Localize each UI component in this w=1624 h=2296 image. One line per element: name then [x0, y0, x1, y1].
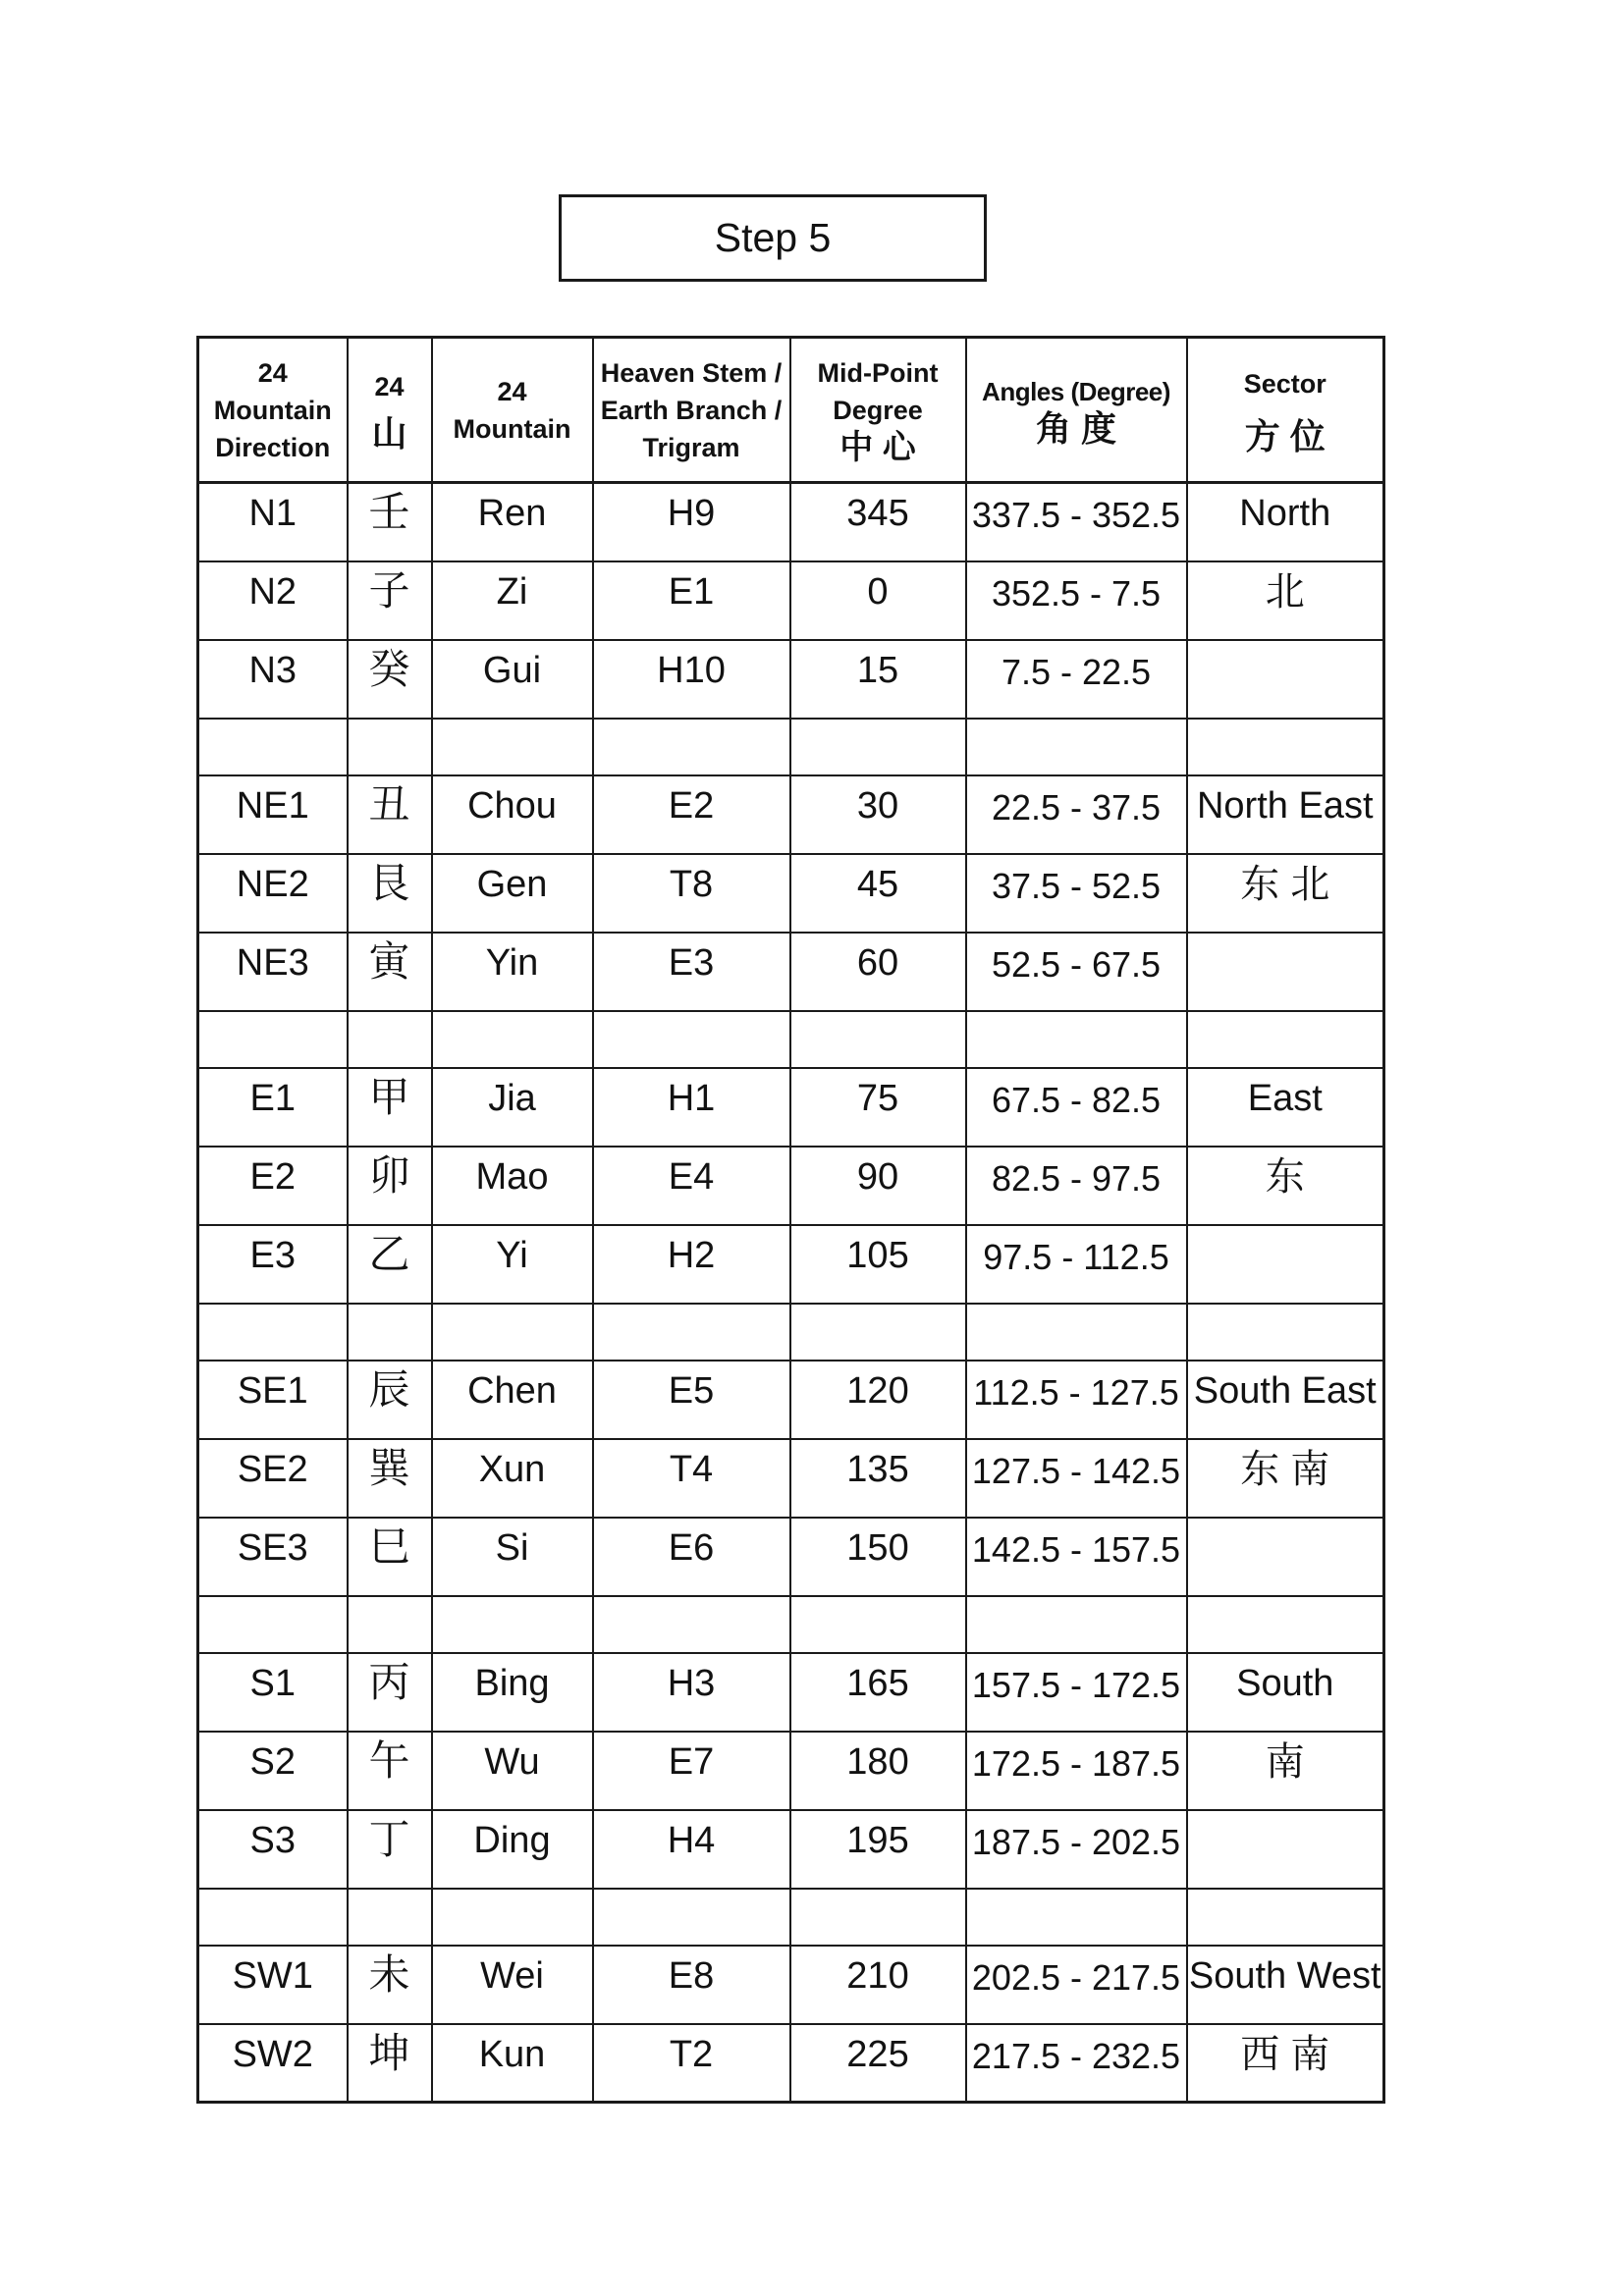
header-cell-heaven-stem-earth-branch-trigram — [593, 338, 790, 483]
table-cell: 37.5 - 52.5 — [966, 854, 1187, 933]
table-cell — [1187, 719, 1384, 775]
table-cell — [593, 719, 790, 775]
table-cell — [1187, 1225, 1384, 1304]
table-cell — [432, 1011, 593, 1068]
table-cell: T4 — [593, 1439, 790, 1518]
table-cell: E3 — [198, 1225, 348, 1304]
header-cell-angles-degree — [966, 338, 1187, 483]
table-cell: 97.5 - 112.5 — [966, 1225, 1187, 1304]
header-line-chinese: 角 度 — [1035, 407, 1116, 449]
table-row — [198, 1653, 1384, 1732]
table-cell: E7 — [593, 1732, 790, 1810]
table-cell — [966, 1011, 1187, 1068]
table-cell: 南 — [1187, 1732, 1384, 1810]
table-cell: H1 — [593, 1068, 790, 1147]
table-cell: E1 — [593, 561, 790, 640]
table-cell: 172.5 - 187.5 — [966, 1732, 1187, 1810]
table-cell: 东 — [1187, 1147, 1384, 1225]
table-row — [198, 1361, 1384, 1439]
table-cell — [198, 1889, 348, 1946]
table-cell: E8 — [593, 1946, 790, 2024]
table-cell: 202.5 - 217.5 — [966, 1946, 1187, 2024]
table-row — [198, 2024, 1384, 2103]
table-cell: H9 — [593, 483, 790, 561]
table-cell: 75 — [790, 1068, 966, 1147]
step-box — [559, 194, 987, 282]
header-line: Sector — [1243, 368, 1326, 399]
table-cell: South — [1187, 1653, 1384, 1732]
table-cell — [1187, 1304, 1384, 1361]
table-cell: 丑 — [348, 775, 432, 854]
table-cell: North — [1187, 483, 1384, 561]
table-cell: N2 — [198, 561, 348, 640]
table-cell — [593, 1596, 790, 1653]
table-cell: 180 — [790, 1732, 966, 1810]
table-row — [198, 1147, 1384, 1225]
table-cell: SE3 — [198, 1518, 348, 1596]
table-cell: Yi — [432, 1225, 593, 1304]
table-cell — [348, 1011, 432, 1068]
table-cell: 105 — [790, 1225, 966, 1304]
table-row — [198, 1810, 1384, 1889]
table-cell — [1187, 1518, 1384, 1596]
table-row — [198, 1946, 1384, 2024]
table-cell: 辰 — [348, 1361, 432, 1439]
table-cell — [790, 1889, 966, 1946]
table-cell: South East — [1187, 1361, 1384, 1439]
table-cell — [593, 1011, 790, 1068]
table-cell: 165 — [790, 1653, 966, 1732]
table-cell: 120 — [790, 1361, 966, 1439]
table-cell: 0 — [790, 561, 966, 640]
table-cell: 187.5 - 202.5 — [966, 1810, 1187, 1889]
table-cell: 北 — [1187, 561, 1384, 640]
table-cell: Yin — [432, 933, 593, 1011]
table-cell: 艮 — [348, 854, 432, 933]
table-cell — [1187, 1889, 1384, 1946]
table-cell — [593, 1304, 790, 1361]
table-cell: S3 — [198, 1810, 348, 1889]
table-cell: SE1 — [198, 1361, 348, 1439]
table-row — [198, 933, 1384, 1011]
table-cell: 345 — [790, 483, 966, 561]
table-cell — [1187, 1011, 1384, 1068]
table-cell: Jia — [432, 1068, 593, 1147]
table-cell: 30 — [790, 775, 966, 854]
table-cell: 22.5 - 37.5 — [966, 775, 1187, 854]
table-row — [198, 1518, 1384, 1596]
table-cell: Gui — [432, 640, 593, 719]
table-cell — [593, 1889, 790, 1946]
table-cell: 坤 — [348, 2024, 432, 2103]
table-cell: E2 — [593, 775, 790, 854]
step-label: Step 5 — [714, 215, 832, 260]
table-cell: 15 — [790, 640, 966, 719]
table-header — [198, 338, 1384, 483]
table-cell: Gen — [432, 854, 593, 933]
table-cell — [198, 719, 348, 775]
table-cell: E4 — [593, 1147, 790, 1225]
table-cell — [198, 1304, 348, 1361]
table-cell: South West — [1187, 1946, 1384, 2024]
table-cell — [790, 1011, 966, 1068]
table-cell — [348, 719, 432, 775]
table-cell: 60 — [790, 933, 966, 1011]
table-cell: Zi — [432, 561, 593, 640]
header-line: Mid-Point — [817, 357, 939, 388]
spacer-row — [198, 1304, 1384, 1361]
header-cell-mid-point-degree — [790, 338, 966, 483]
table-cell: S1 — [198, 1653, 348, 1732]
table-cell: 112.5 - 127.5 — [966, 1361, 1187, 1439]
table-row — [198, 1732, 1384, 1810]
table-cell — [198, 1011, 348, 1068]
table-cell: 225 — [790, 2024, 966, 2103]
table-cell: SW2 — [198, 2024, 348, 2103]
table-cell — [432, 1889, 593, 1946]
mountain-direction-table — [196, 336, 1385, 2104]
table-row — [198, 483, 1384, 561]
table-body — [198, 483, 1384, 2103]
table-cell: 东 北 — [1187, 854, 1384, 933]
table-cell — [348, 1304, 432, 1361]
header-line: Degree — [833, 395, 923, 425]
table-cell — [790, 719, 966, 775]
table-cell: 巳 — [348, 1518, 432, 1596]
table-header-row — [198, 338, 1384, 483]
table-cell: T2 — [593, 2024, 790, 2103]
table-cell: 甲 — [348, 1068, 432, 1147]
table-cell: E1 — [198, 1068, 348, 1147]
table-cell: NE1 — [198, 775, 348, 854]
table-cell: E2 — [198, 1147, 348, 1225]
table-cell: North East — [1187, 775, 1384, 854]
table-cell: T8 — [593, 854, 790, 933]
table-cell: E3 — [593, 933, 790, 1011]
spacer-row — [198, 719, 1384, 775]
table-cell: Ren — [432, 483, 593, 561]
table-cell: Wei — [432, 1946, 593, 2024]
header-line: Mountain — [453, 413, 571, 444]
table-cell: 142.5 - 157.5 — [966, 1518, 1187, 1596]
table-row — [198, 1439, 1384, 1518]
header-line: Heaven Stem / — [600, 357, 783, 388]
table-cell: 丙 — [348, 1653, 432, 1732]
table-row — [198, 775, 1384, 854]
header-line: Direction — [215, 432, 331, 462]
header-cell-24-mountain — [432, 338, 593, 483]
table-cell: N1 — [198, 483, 348, 561]
header-cell-24-mountain-direction — [198, 338, 348, 483]
table-cell: N3 — [198, 640, 348, 719]
table-cell: H10 — [593, 640, 790, 719]
table-cell: 127.5 - 142.5 — [966, 1439, 1187, 1518]
table-cell: 135 — [790, 1439, 966, 1518]
spacer-row — [198, 1011, 1384, 1068]
table-cell: Si — [432, 1518, 593, 1596]
table-cell: Bing — [432, 1653, 593, 1732]
table-cell: H2 — [593, 1225, 790, 1304]
table-cell: Kun — [432, 2024, 593, 2103]
table-cell: Chou — [432, 775, 593, 854]
table-cell — [966, 1596, 1187, 1653]
header-line-chinese: 中 心 — [839, 428, 916, 466]
table-cell: East — [1187, 1068, 1384, 1147]
table-cell: 东 南 — [1187, 1439, 1384, 1518]
table-cell: 癸 — [348, 640, 432, 719]
table-cell: NE2 — [198, 854, 348, 933]
table-cell: 卯 — [348, 1147, 432, 1225]
table-cell: 丁 — [348, 1810, 432, 1889]
table-cell: NE3 — [198, 933, 348, 1011]
table-cell: Wu — [432, 1732, 593, 1810]
table-cell — [1187, 1810, 1384, 1889]
header-line: 24 — [257, 357, 288, 388]
table-cell: 210 — [790, 1946, 966, 2024]
table-cell — [432, 1304, 593, 1361]
table-cell — [348, 1889, 432, 1946]
table-row — [198, 1225, 1384, 1304]
table-cell: 巽 — [348, 1439, 432, 1518]
table-cell: 67.5 - 82.5 — [966, 1068, 1187, 1147]
table-cell: E6 — [593, 1518, 790, 1596]
table-cell — [1187, 933, 1384, 1011]
table-cell: 乙 — [348, 1225, 432, 1304]
table-cell: H3 — [593, 1653, 790, 1732]
table-row — [198, 640, 1384, 719]
table-cell: 午 — [348, 1732, 432, 1810]
header-line: Mountain — [213, 395, 332, 425]
header-cell-24-mountain-chinese — [348, 338, 432, 483]
table-cell — [966, 1889, 1187, 1946]
table-cell: 337.5 - 352.5 — [966, 483, 1187, 561]
table-cell: 157.5 - 172.5 — [966, 1653, 1187, 1732]
table-cell — [966, 1304, 1187, 1361]
table-row — [198, 561, 1384, 640]
header-line: Earth Branch / — [600, 395, 783, 425]
header-line: Angles (Degree) — [982, 376, 1170, 406]
table-cell: SE2 — [198, 1439, 348, 1518]
table-cell: 352.5 - 7.5 — [966, 561, 1187, 640]
table-cell: 82.5 - 97.5 — [966, 1147, 1187, 1225]
table-cell: Xun — [432, 1439, 593, 1518]
table-cell — [790, 1304, 966, 1361]
table-cell — [790, 1596, 966, 1653]
table-cell: 壬 — [348, 483, 432, 561]
table-cell — [966, 719, 1187, 775]
header-line: 24 — [497, 376, 527, 406]
header-line-chinese: 山 — [371, 412, 407, 454]
table-cell: Chen — [432, 1361, 593, 1439]
table-cell: 未 — [348, 1946, 432, 2024]
table-row — [198, 1068, 1384, 1147]
table-cell: SW1 — [198, 1946, 348, 2024]
table-cell — [1187, 1596, 1384, 1653]
header-line: 24 — [374, 371, 405, 401]
table-cell: 子 — [348, 561, 432, 640]
table-cell: 7.5 - 22.5 — [966, 640, 1187, 719]
table-cell: 寅 — [348, 933, 432, 1011]
spacer-row — [198, 1596, 1384, 1653]
table-cell: 217.5 - 232.5 — [966, 2024, 1187, 2103]
table-cell: 西 南 — [1187, 2024, 1384, 2103]
table-cell: E5 — [593, 1361, 790, 1439]
table-cell: Mao — [432, 1147, 593, 1225]
header-cell-sector — [1187, 338, 1384, 483]
table-cell: 150 — [790, 1518, 966, 1596]
table-cell — [432, 1596, 593, 1653]
table-cell: S2 — [198, 1732, 348, 1810]
header-line-chinese: 方 位 — [1244, 415, 1326, 456]
table-cell: 45 — [790, 854, 966, 933]
spacer-row — [198, 1889, 1384, 1946]
table-cell — [432, 719, 593, 775]
table-cell: H4 — [593, 1810, 790, 1889]
table-cell: Ding — [432, 1810, 593, 1889]
header-line: Trigram — [642, 432, 740, 462]
table-row — [198, 854, 1384, 933]
table-cell — [348, 1596, 432, 1653]
table-cell: 195 — [790, 1810, 966, 1889]
table-cell — [1187, 640, 1384, 719]
table-cell: 52.5 - 67.5 — [966, 933, 1187, 1011]
table-cell: 90 — [790, 1147, 966, 1225]
table-cell — [198, 1596, 348, 1653]
